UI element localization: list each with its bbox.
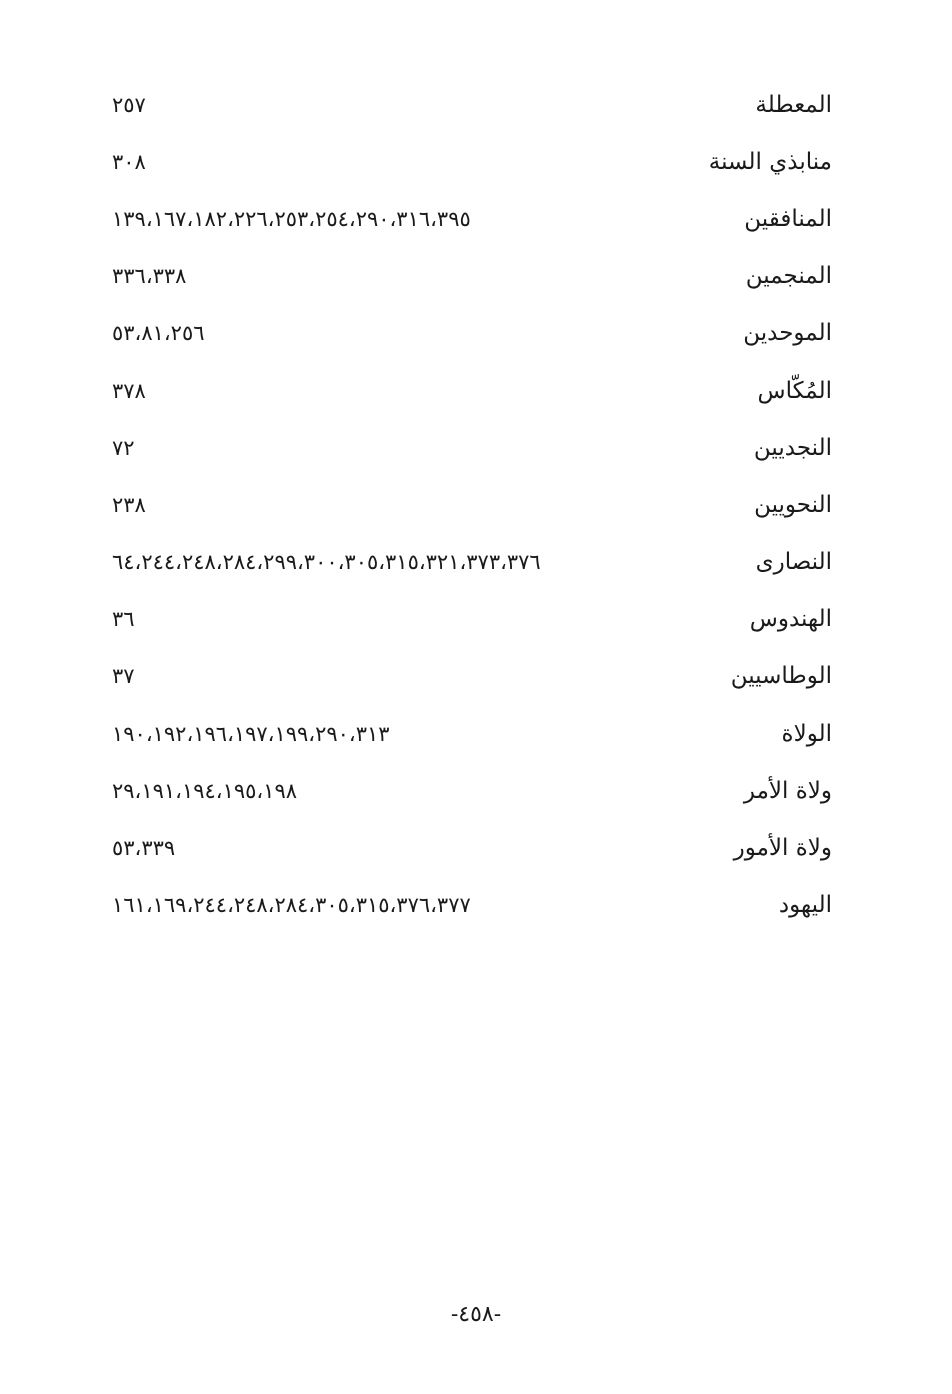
index-entry (112, 190, 832, 247)
index-term: الولاة (781, 720, 832, 747)
index-page-refs: ٥٣،٣٣٩ (112, 836, 176, 861)
index-entry (112, 705, 832, 762)
index-page-refs: ٦٤،٢٤٤،٢٤٨،٢٨٤،٢٩٩،٣٠٠،٣٠٥،٣١٥،٣٢١،٣٧٣،٣٧٦ (112, 550, 541, 575)
index-term: النحويين (754, 491, 832, 518)
index-entry (112, 133, 832, 190)
index-page-refs: ٣٣٦،٣٣٨ (112, 264, 187, 289)
index-list (112, 76, 832, 934)
index-entry (112, 76, 832, 133)
index-term: المُكّاس (757, 377, 832, 404)
index-entry (112, 819, 832, 876)
index-page-refs: ٢٩،١٩١،١٩٤،١٩٥،١٩٨ (112, 778, 298, 803)
index-term: منابذي السنة (708, 148, 832, 175)
index-page-refs: ٣٦ (112, 607, 135, 632)
index-term: النصارى (755, 549, 832, 576)
index-term: المنجمين (745, 263, 832, 290)
index-entry (112, 762, 832, 819)
index-term: الوطاسيين (730, 663, 832, 690)
index-term: الموحدين (743, 320, 832, 347)
index-term: ولاة الأمور (733, 835, 832, 862)
index-page-refs: ٢٣٨ (112, 492, 146, 517)
index-page-refs: ٧٢ (112, 435, 135, 460)
index-entry (112, 305, 832, 362)
index-term: الهندوس (749, 606, 832, 633)
index-entry (112, 534, 832, 591)
index-page-refs: ٣٧٨ (112, 378, 146, 403)
index-entry (112, 476, 832, 533)
index-page-refs: ١٦١،١٦٩،٢٤٤،٢٤٨،٢٨٤،٣٠٥،٣١٥،٣٧٦،٣٧٧ (112, 893, 471, 918)
index-term: ولاة الأمر (743, 777, 832, 804)
index-entry (112, 248, 832, 305)
index-page-refs: ١٩٠،١٩٢،١٩٦،١٩٧،١٩٩،٢٩٠،٣١٣ (112, 721, 390, 746)
page-number: -٤٥٨- (450, 1302, 502, 1327)
index-term: اليهود (778, 892, 832, 919)
index-entry (112, 362, 832, 419)
index-entry (112, 591, 832, 648)
index-page-refs: ٥٣،٨١،٢٥٦ (112, 321, 205, 346)
index-page-refs: ١٣٩،١٦٧،١٨٢،٢٢٦،٢٥٣،٢٥٤،٢٩٠،٣١٦،٣٩٥ (112, 206, 471, 231)
index-page-refs: ٢٥٧ (112, 92, 146, 117)
index-entry (112, 648, 832, 705)
index-term: المعطلة (755, 91, 832, 118)
index-entry (112, 419, 832, 476)
index-page-refs: ٣٧ (112, 664, 135, 689)
index-term: النجديين (753, 434, 832, 461)
index-entry (112, 877, 832, 934)
index-term: المنافقين (744, 205, 832, 232)
index-page-refs: ٣٠٨ (112, 149, 146, 174)
